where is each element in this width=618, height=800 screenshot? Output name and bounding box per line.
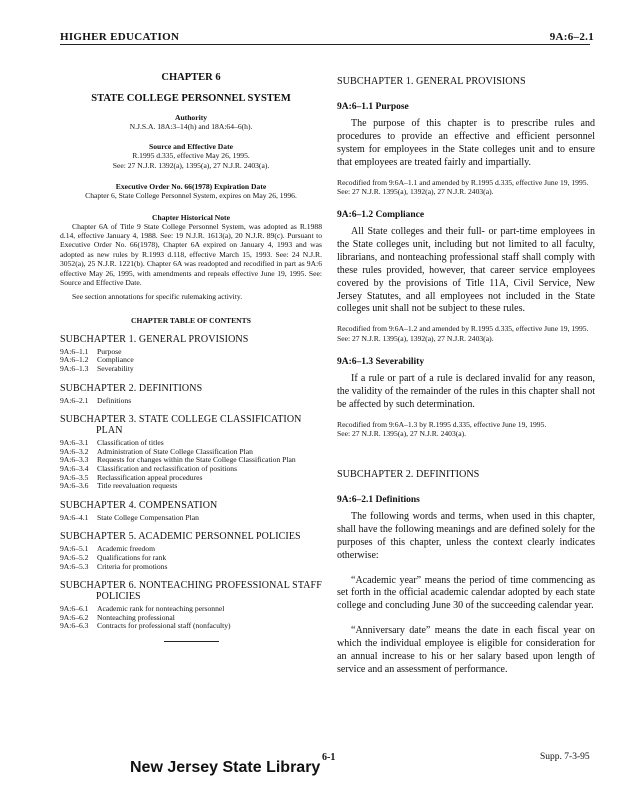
toc-entry-label: Classification and reclassification of positions <box>97 464 238 474</box>
toc-entry-label: Classification of titles <box>97 438 164 448</box>
toc-entry-label: State College Compensation Plan <box>97 512 199 522</box>
historical-note-text: Chapter 6A of Title 9 State College Personnel System, was adopted as R.1988 d.14, effective January 4, 1988. See: 19 N.J.R. 1613(a), 20 N.J.R. 89(c). Pursuant to Executive Order No. 66(1978), Chapter 6A expired on January 4, 1993 and was adopted as new rules by R.1993 d.118, effective March 15, 1993. See: 24 N.J.R. 3052(a), 25 N.J.R. 1221(b). Chapter 6A was readopted and recodified in part as 9A:6 effective May 26, 1995, with amendments and repeals effective June 19, 1995. See: Source and Effective Date. <box>60 221 322 288</box>
toc-entry <box>60 622 322 631</box>
toc-entry-number: 9A:6–6.3 <box>60 621 89 631</box>
toc-entry-number: 9A:6–1.2 <box>60 355 89 365</box>
toc-entry-number: 9A:6–3.4 <box>60 464 89 474</box>
section-1-3-history <box>337 420 595 438</box>
toc-entry-number: 9A:6–5.2 <box>60 553 89 562</box>
toc-entry-number: 9A:6–4.1 <box>60 512 89 522</box>
section-1-1-text: The purpose of this chapter is to prescribe rules and procedures to provide an effective and efficient personnel system for employees in the State colleges unit and to ensure that employees are treated fairly and impartially. <box>337 118 595 168</box>
subchapter-1-title: SUBCHAPTER 1. GENERAL PROVISIONS <box>337 76 526 87</box>
toc-entry-label: Nonteaching professional <box>97 612 175 622</box>
section-1-1-heading: 9A:6–1.1 Purpose <box>337 102 409 112</box>
definition-anniversary-date: “Anniversary date” means the date in each fiscal year on which the individual employee is eligible for consideration for an annual increase to his or her salary based upon length of service and an assessment of performance. <box>337 625 595 675</box>
toc-entry-label: Severability <box>97 364 134 374</box>
toc-entry-label: Purpose <box>97 346 122 356</box>
toc-entry-label: Qualifications for rank <box>97 553 167 562</box>
page-number: 6-1 <box>322 752 336 763</box>
toc-entry-number: 9A:6–3.1 <box>60 438 89 448</box>
section-1-1-history-line2: See: 27 N.J.R. 1395(a), 1392(a), 27 N.J.R. 2403(a). <box>337 186 494 196</box>
toc-entry-label: Academic rank for nonteaching personnel <box>97 604 225 614</box>
toc-entry <box>60 563 322 572</box>
toc-entry-number: 9A:6–3.5 <box>60 472 89 482</box>
historical-note-heading: Chapter Historical Note <box>152 212 230 222</box>
toc-entry-number: 9A:6–3.6 <box>60 481 89 491</box>
toc-entry <box>60 482 322 491</box>
section-1-3-history-line2: See: 27 N.J.R. 1395(a), 27 N.J.R. 2403(a). <box>337 428 467 438</box>
section-1-3-heading: 9A:6–1.3 Severability <box>337 356 425 367</box>
toc-subchapter-title: SUBCHAPTER 5. ACADEMIC PERSONNEL POLICIES <box>60 531 301 543</box>
source-line-1: R.1995 d.335, effective May 26, 1995. <box>132 151 250 161</box>
table-of-contents <box>60 334 322 631</box>
section-1-2-history-line2: See: 27 N.J.R. 1395(a), 1392(a), 27 N.J.R. 2403(a). <box>337 333 494 343</box>
section-1-3-history-line1: Recodified from 9:6A–1.3 by R.1995 d.335, effective June 19, 1995. <box>337 419 547 429</box>
toc-subchapter-title: SUBCHAPTER 3. STATE COLLEGE CLASSIFICATION PLAN <box>60 414 302 437</box>
toc-entry-number: 9A:6–3.2 <box>60 446 89 456</box>
toc-subchapter-title: SUBCHAPTER 4. COMPENSATION <box>60 499 218 511</box>
toc-subchapter-title: SUBCHAPTER 1. GENERAL PROVISIONS <box>60 333 249 345</box>
toc-section-list <box>60 605 322 631</box>
authority-heading: Authority <box>174 113 208 122</box>
section-1-1-history-line1: Recodified from 9:6A–1.1 and amended by R.1995 d.335, effective June 19, 1995. <box>337 177 589 187</box>
toc-entry-number: 9A:6–6.1 <box>60 604 89 614</box>
definition-academic-year: “Academic year” means the period of time commencing as set forth in the official academic calendar adopted by each state college and concluding June 30 of the succeeding calendar year. <box>337 574 595 612</box>
toc-entry-label: Academic freedom <box>97 544 155 554</box>
source-heading: Source and Effective Date <box>148 142 233 152</box>
toc-entry-label: Compliance <box>97 355 134 365</box>
left-column <box>60 60 322 642</box>
section-2-1-heading: 9A:6–2.1 Definitions <box>337 494 420 505</box>
section-1-2-history-line1: Recodified from 9:6A–1.2 and amended by R.1995 d.335, effective June 19, 1995. <box>337 324 589 334</box>
library-stamp: New Jersey State Library <box>130 759 321 776</box>
toc-entry <box>60 365 322 374</box>
section-1-3-text: If a rule or part of a rule is declared invalid for any reason, the validity of the remainder of the rules in this chapter shall not be affected by such determination. <box>337 372 595 410</box>
toc-subchapter-title: SUBCHAPTER 2. DEFINITIONS <box>60 382 203 394</box>
toc-entry-number: 9A:6–5.3 <box>60 561 89 571</box>
header-rule <box>60 44 590 45</box>
toc-entry-number: 9A:6–5.1 <box>60 544 89 554</box>
toc-entry-label: Reclassification appeal procedures <box>97 472 203 482</box>
source-line-2: See: 27 N.J.R. 1392(a), 1395(a), 27 N.J.R. 2403(a). <box>112 160 270 170</box>
running-header-right: 9A:6–2.1 <box>549 31 594 43</box>
toc-entry-number: 9A:6–2.1 <box>60 395 89 405</box>
section-2-1-text: The following words and terms, when used in this chapter, shall have the following meanings and are defined solely for the purposes of this chapter, unless the context clearly indicates otherwise: <box>337 510 595 561</box>
right-column <box>337 75 595 677</box>
toc-entry-number: 9A:6–6.2 <box>60 612 89 622</box>
toc-entry-label: Definitions <box>97 395 132 405</box>
section-1-2-heading: 9A:6–1.2 Compliance <box>337 210 425 221</box>
executive-order-heading: Executive Order No. 66(1978) Expiration Date <box>115 182 267 192</box>
executive-order-text: Chapter 6, State College Personnel System, expires on May 26, 1996. <box>85 191 297 201</box>
authority-text: N.J.S.A. 18A:3–14(h) and 18A:64–6(h). <box>129 122 253 131</box>
section-1-2-history <box>337 324 595 342</box>
toc-section-list <box>60 514 322 523</box>
toc-entry <box>60 397 322 406</box>
annotations-note: See section annotations for specific rulemaking activity. <box>72 292 243 302</box>
toc-section-list <box>60 545 322 571</box>
subchapter-2-title: SUBCHAPTER 2. DEFINITIONS <box>337 468 480 480</box>
toc-entry-number: 9A:6–3.3 <box>60 455 89 465</box>
section-1-2-text: All State colleges and their full- or part-time employees in the State colleges unit, including but not limited to all faculty, librarians, and nonteaching professional staff shall comply with these rules provided, however, that career service employees covered by the provisions of Title 11A, Civil Service, New Jersey Statutes, and all employees not included in the State colleges unit shall not be subject to these rules. <box>337 226 595 315</box>
toc-subchapter-title: SUBCHAPTER 6. NONTEACHING PROFESSIONAL STAFF POLICIES <box>60 580 322 603</box>
toc-section-list <box>60 439 322 491</box>
chapter-number: CHAPTER 6 <box>161 72 221 83</box>
toc-entry-number: 9A:6–1.1 <box>60 346 89 356</box>
toc-entry-label: Title reevaluation requests <box>97 481 178 491</box>
toc-section-list <box>60 348 322 374</box>
section-1-1-history <box>337 178 595 196</box>
supplement-date: Supp. 7-3-95 <box>540 752 590 762</box>
chapter-name: STATE COLLEGE PERSONNEL SYSTEM <box>91 93 291 104</box>
toc-entry-label: Contracts for professional staff (nonfaculty) <box>97 621 231 631</box>
running-header-left: HIGHER EDUCATION <box>60 31 180 43</box>
toc-heading: CHAPTER TABLE OF CONTENTS <box>131 315 251 325</box>
toc-entry <box>60 514 322 523</box>
toc-entry-label: Requests for changes within the State College Classification Plan <box>97 455 296 465</box>
toc-entry-label: Administration of State College Classification Plan <box>97 446 253 456</box>
toc-entry-label: Criteria for promotions <box>97 561 168 571</box>
toc-entry-number: 9A:6–1.3 <box>60 364 89 374</box>
toc-end-rule <box>164 641 219 642</box>
toc-section-list <box>60 397 322 406</box>
